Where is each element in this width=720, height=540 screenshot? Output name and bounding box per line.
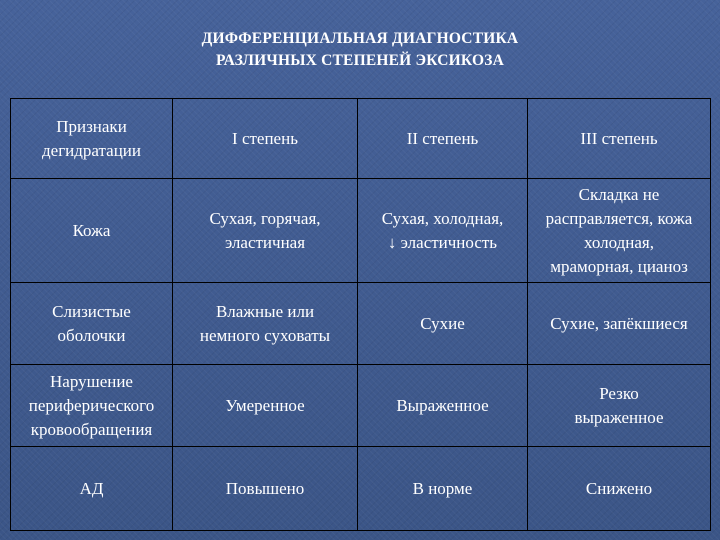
header-cell-signs	[11, 99, 173, 179]
cell-skin-grade-1	[173, 179, 358, 283]
row-label-circulation	[11, 365, 173, 447]
cell-text: Кожа	[72, 220, 111, 240]
cell-skin-grade-2	[358, 179, 528, 283]
cell-text: холодная,	[584, 232, 654, 252]
cell-text: Умеренное	[225, 395, 305, 415]
cell-text: выраженное	[574, 407, 664, 427]
header-signs-line-2: дегидратации	[42, 140, 141, 160]
row-label-bp	[11, 447, 173, 531]
cell-bp-grade-1	[173, 447, 358, 531]
cell-text: Снижено	[585, 478, 653, 498]
table-row	[11, 447, 711, 531]
cell-text: Нарушение	[50, 371, 133, 391]
cell-circulation-grade-1	[173, 365, 358, 447]
cell-text: кровообращения	[30, 419, 153, 439]
row-label-skin	[11, 179, 173, 283]
header-cell-grade-3: III степень	[528, 99, 711, 179]
cell-bp-grade-2	[358, 447, 528, 531]
cell-text: Сухая, холодная,	[381, 208, 504, 228]
cell-text: ↓ эластичность	[387, 232, 498, 252]
diagnosis-table	[10, 98, 711, 531]
table-row	[11, 365, 711, 447]
cell-text: расправляется, кожа	[545, 208, 693, 228]
cell-text: Складка не	[578, 184, 660, 204]
header-cell-grade-1: I степень	[173, 99, 358, 179]
cell-text: Сухие	[420, 313, 465, 333]
cell-text: Влажные или	[215, 301, 315, 321]
header-cell-grade-2: II степень	[358, 99, 528, 179]
cell-text: АД	[79, 478, 104, 498]
cell-text: Сухие, запёкшиеся	[550, 313, 688, 333]
header-row	[11, 99, 711, 179]
cell-text: Сухая, горячая,	[209, 208, 321, 228]
header-signs-line-1: Признаки	[56, 116, 127, 136]
cell-text: Слизистые	[52, 301, 131, 321]
cell-text: оболочки	[57, 325, 126, 345]
cell-mucosa-grade-1	[173, 283, 358, 365]
slide-title	[0, 28, 720, 72]
cell-text: мраморная, цианоз	[550, 256, 688, 276]
title-line-2: РАЗЛИЧНЫХ СТЕПЕНЕЙ ЭКСИКОЗА	[215, 52, 504, 69]
cell-text: эластичная	[224, 232, 306, 252]
cell-text: Выраженное	[396, 395, 489, 415]
cell-text: периферического	[28, 395, 155, 415]
table-row	[11, 283, 711, 365]
cell-bp-grade-3	[528, 447, 711, 531]
title-line-1: ДИФФЕРЕНЦИАЛЬНАЯ ДИАГНОСТИКА	[201, 30, 519, 47]
cell-text: В норме	[412, 478, 473, 498]
cell-mucosa-grade-2	[358, 283, 528, 365]
cell-text: немного суховаты	[199, 325, 331, 345]
cell-skin-grade-3	[528, 179, 711, 283]
table-row	[11, 179, 711, 283]
cell-text: Повышено	[225, 478, 305, 498]
cell-circulation-grade-2	[358, 365, 528, 447]
cell-mucosa-grade-3	[528, 283, 711, 365]
cell-circulation-grade-3	[528, 365, 711, 447]
row-label-mucosa	[11, 283, 173, 365]
cell-text: Резко	[599, 383, 639, 403]
